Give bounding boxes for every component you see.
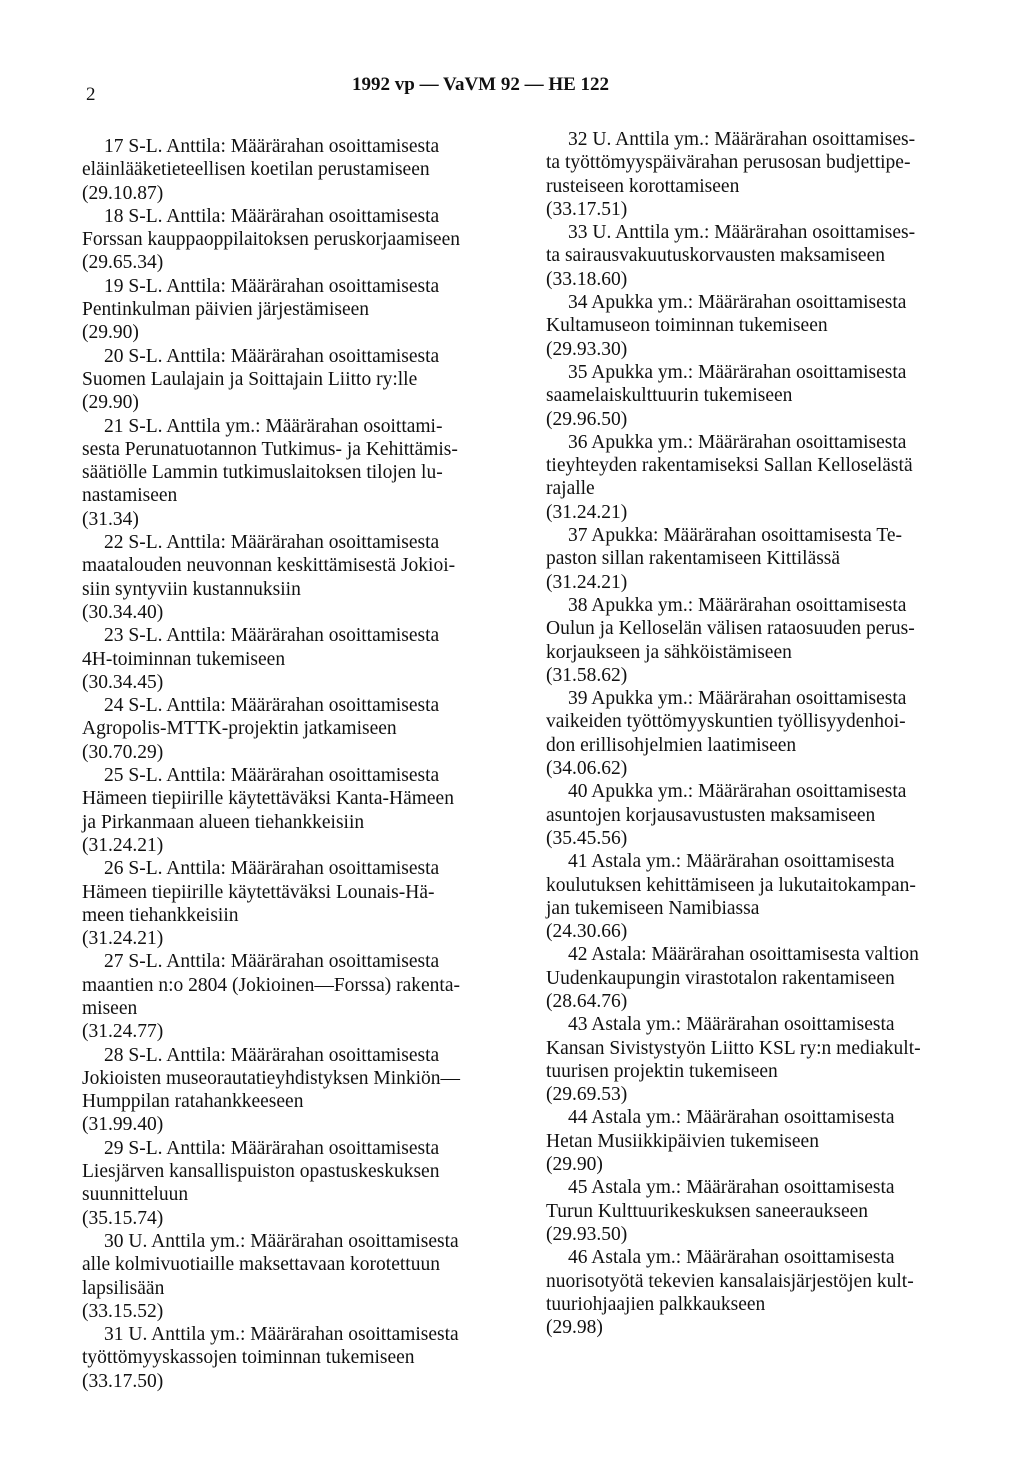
entry-line: 23 S-L. Anttila: Määrärahan osoittamisesta	[104, 625, 440, 647]
motion-entry	[82, 415, 522, 531]
entry-line: 4H-toiminnan tukemiseen	[82, 648, 286, 670]
entry-line: 45 Astala ym.: Määrärahan osoittamisesta	[568, 1177, 895, 1199]
entry-line: 31 U. Anttila ym.: Määrärahan osoittamisesta	[104, 1324, 459, 1346]
entry-line: maantien n:o 2804 (Jokioinen—Forssa) rakenta-	[82, 974, 460, 996]
motion-entry	[546, 1176, 986, 1246]
motion-entry	[82, 531, 522, 624]
entry-line: tuuriohjaajien palkkaukseen	[546, 1293, 766, 1315]
motion-entry	[82, 1323, 522, 1393]
entry-line: saamelaiskulttuurin tukemiseen	[546, 385, 793, 407]
budget-item-code: (31.34)	[82, 508, 139, 530]
budget-item-code: (29.69.53)	[546, 1084, 628, 1106]
motion-entry	[546, 431, 986, 524]
budget-item-code: (24.30.66)	[546, 921, 628, 943]
motion-entry	[546, 361, 986, 431]
budget-item-code: (31.99.40)	[82, 1114, 164, 1136]
motion-entry	[546, 221, 986, 291]
motion-entry	[82, 1044, 522, 1137]
entry-line: säätiölle Lammin tutkimuslaitoksen tilojen lu-	[82, 462, 443, 484]
entry-line: ja Pirkanmaan alueen tiehankkeisiin	[82, 811, 365, 833]
budget-item-code: (29.90)	[82, 392, 139, 414]
budget-item-code: (30.70.29)	[82, 741, 164, 763]
entry-line: eläinlääketieteellisen koetilan perustamiseen	[82, 159, 430, 181]
budget-item-code: (31.58.62)	[546, 664, 628, 686]
entry-line: 32 U. Anttila ym.: Määrärahan osoittamises-	[568, 129, 916, 150]
entry-line: 40 Apukka ym.: Määrärahan osoittamisesta	[568, 781, 907, 803]
motion-entry	[546, 524, 986, 594]
motion-entry	[546, 594, 986, 687]
entry-line: Uudenkaupungin virastotalon rakentamiseen	[546, 967, 895, 989]
entry-line: Humppilan ratahankkeeseen	[82, 1091, 304, 1113]
entry-line: alle kolmivuotiaille maksettavaan korotettuun	[82, 1254, 440, 1276]
motion-entry	[546, 128, 986, 221]
entry-line: 41 Astala ym.: Määrärahan osoittamisesta	[568, 851, 895, 873]
budget-item-code: (33.17.50)	[82, 1370, 164, 1392]
entry-line: 25 S-L. Anttila: Määrärahan osoittamisesta	[104, 765, 440, 787]
motion-entry	[82, 1137, 522, 1230]
entry-line: 37 Apukka: Määrärahan osoittamisesta Te-	[568, 525, 903, 547]
budget-item-code: (31.24.21)	[546, 501, 628, 523]
entry-line: työttömyyskassojen toiminnan tukemiseen	[82, 1347, 415, 1369]
entry-line: nastamiseen	[82, 485, 178, 507]
entry-line: 21 S-L. Anttila ym.: Määrärahan osoittami-	[104, 415, 443, 437]
budget-item-code: (29.93.30)	[546, 338, 628, 360]
entry-line: paston sillan rakentamiseen Kittilässä	[546, 548, 841, 570]
entry-line: 38 Apukka ym.: Määrärahan osoittamisesta	[568, 594, 907, 616]
right-column	[546, 128, 986, 1339]
entry-line: Hämeen tiepiirille käytettäväksi Lounais-Hä-	[82, 881, 435, 903]
motion-entry	[82, 950, 522, 1043]
entry-line: 18 S-L. Anttila: Määrärahan osoittamisesta	[104, 205, 440, 227]
entry-line: Pentinkulman päivien järjestämiseen	[82, 299, 370, 321]
entry-line: 19 S-L. Anttila: Määrärahan osoittamisesta	[104, 275, 440, 297]
entry-line: Kultamuseon toiminnan tukemiseen	[546, 315, 828, 337]
entry-line: don erillisohjelmien laatimiseen	[546, 734, 797, 756]
motion-entry	[546, 1013, 986, 1106]
entry-line: Hämeen tiepiirille käytettäväksi Kanta-Hämeen	[82, 788, 454, 810]
entry-line: 17 S-L. Anttila: Määrärahan osoittamisesta	[104, 136, 440, 157]
budget-item-code: (30.34.45)	[82, 671, 164, 693]
entry-line: 27 S-L. Anttila: Määrärahan osoittamisesta	[104, 951, 440, 973]
budget-item-code: (28.64.76)	[546, 990, 628, 1012]
motion-entry	[82, 345, 522, 415]
motion-entry	[82, 205, 522, 275]
entry-line: Agropolis-MTTK-projektin jatkamiseen	[82, 718, 397, 740]
budget-item-code: (29.90)	[82, 322, 139, 344]
entry-line: Turun Kulttuurikeskuksen saneeraukseen	[546, 1200, 869, 1222]
entry-line: nuorisotyötä tekevien kansalaisjärjestöjen kult-	[546, 1270, 914, 1292]
entry-line: sesta Perunatuotannon Tutkimus- ja Kehittämis-	[82, 438, 458, 460]
entry-line: asuntojen korjausavustusten maksamiseen	[546, 804, 876, 826]
motion-entry	[82, 1230, 522, 1323]
entry-line: koulutuksen kehittämiseen ja lukutaitokampan-	[546, 874, 916, 896]
entry-line: 43 Astala ym.: Määrärahan osoittamisesta	[568, 1014, 895, 1036]
motion-entry	[546, 850, 986, 943]
motion-entry	[546, 687, 986, 780]
entry-line: 33 U. Anttila ym.: Määrärahan osoittamises-	[568, 222, 916, 244]
entry-line: 22 S-L. Anttila: Määrärahan osoittamisesta	[104, 532, 440, 554]
entry-line: meen tiehankkeisiin	[82, 904, 239, 926]
entry-line: rusteiseen korottamiseen	[546, 175, 740, 197]
budget-item-code: (31.24.21)	[546, 571, 628, 593]
budget-item-code: (30.34.40)	[82, 601, 164, 623]
budget-item-code: (29.65.34)	[82, 252, 164, 274]
page-number: 2	[86, 84, 96, 105]
motion-entry	[82, 764, 522, 857]
entry-line: 20 S-L. Anttila: Määrärahan osoittamisesta	[104, 345, 440, 367]
motion-entry	[546, 780, 986, 850]
entry-line: siin syntyviin kustannuksiin	[82, 578, 301, 600]
budget-item-code: (35.45.56)	[546, 827, 628, 849]
entry-line: 44 Astala ym.: Määrärahan osoittamisesta	[568, 1107, 895, 1129]
entry-line: Liesjärven kansallispuiston opastuskeskuksen	[82, 1161, 440, 1183]
budget-item-code: (31.24.21)	[82, 834, 164, 856]
running-title: 1992 vp — VaVM 92 — HE 122	[352, 74, 610, 95]
motion-entry	[82, 857, 522, 950]
budget-item-code: (29.10.87)	[82, 182, 164, 204]
budget-item-code: (29.90)	[546, 1154, 603, 1176]
budget-item-code: (34.06.62)	[546, 758, 628, 780]
left-column	[82, 135, 522, 1393]
entry-line: Oulun ja Kelloselän välisen rataosuuden perus-	[546, 618, 915, 640]
entry-line: 28 S-L. Anttila: Määrärahan osoittamisesta	[104, 1044, 440, 1066]
budget-item-code: (33.15.52)	[82, 1300, 164, 1322]
motion-entry	[82, 694, 522, 764]
entry-line: suunnitteluun	[82, 1184, 189, 1206]
entry-line: tuurisen projektin tukemiseen	[546, 1060, 778, 1082]
entry-line: korjaukseen ja sähköistämiseen	[546, 641, 792, 663]
entry-line: 34 Apukka ym.: Määrärahan osoittamisesta	[568, 292, 907, 314]
entry-line: miseen	[82, 997, 138, 1019]
entry-line: maatalouden neuvonnan keskittämisestä Jokioi-	[82, 555, 456, 577]
entry-line: jan tukemiseen Namibiassa	[546, 897, 760, 919]
entry-line: ta työttömyyspäivärahan perusosan budjettipe-	[546, 152, 911, 174]
entry-line: 30 U. Anttila ym.: Määrärahan osoittamisesta	[104, 1230, 459, 1252]
entry-line: rajalle	[546, 478, 595, 500]
motion-entry	[82, 275, 522, 345]
entry-line: Suomen Laulajain ja Soittajain Liitto ry:lle	[82, 368, 418, 390]
entry-line: lapsilisään	[82, 1277, 165, 1299]
budget-item-code: (33.17.51)	[546, 198, 628, 220]
budget-item-code: (29.98)	[546, 1317, 603, 1339]
budget-item-code: (29.96.50)	[546, 408, 628, 430]
entry-line: Forssan kauppaoppilaitoksen peruskorjaamiseen	[82, 229, 460, 251]
budget-item-code: (31.24.21)	[82, 928, 164, 950]
entry-line: 35 Apukka ym.: Määrärahan osoittamisesta	[568, 361, 907, 383]
entry-line: ta sairausvakuutuskorvausten maksamiseen	[546, 245, 885, 267]
entry-line: tieyhteyden rakentamiseksi Sallan Kelloselästä	[546, 455, 913, 477]
entry-line: 39 Apukka ym.: Määrärahan osoittamisesta	[568, 688, 907, 710]
budget-item-code: (35.15.74)	[82, 1207, 164, 1229]
entry-line: 24 S-L. Anttila: Määrärahan osoittamisesta	[104, 695, 440, 717]
entry-line: Kansan Sivistystyön Liitto KSL ry:n mediakult-	[546, 1037, 921, 1059]
entry-line: Hetan Musiikkipäivien tukemiseen	[546, 1130, 819, 1152]
entry-line: 29 S-L. Anttila: Määrärahan osoittamisesta	[104, 1137, 440, 1159]
entry-line: vaikeiden työttömyyskuntien työllisyydenhoi-	[546, 711, 906, 733]
budget-item-code: (29.93.50)	[546, 1223, 628, 1245]
motion-entry	[546, 943, 986, 1013]
entry-line: Jokioisten museorautatieyhdistyksen Minkiön—	[82, 1067, 461, 1089]
motion-entry	[546, 1246, 986, 1339]
motion-entry	[546, 1106, 986, 1176]
motion-entry	[82, 135, 522, 205]
entry-line: 46 Astala ym.: Määrärahan osoittamisesta	[568, 1247, 895, 1269]
budget-item-code: (31.24.77)	[82, 1021, 164, 1043]
motion-entry	[546, 291, 986, 361]
entry-line: 42 Astala: Määrärahan osoittamisesta valtion	[568, 944, 919, 966]
entry-line: 36 Apukka ym.: Määrärahan osoittamisesta	[568, 431, 907, 453]
entry-line: 26 S-L. Anttila: Määrärahan osoittamisesta	[104, 858, 440, 880]
budget-item-code: (33.18.60)	[546, 268, 628, 290]
motion-entry	[82, 624, 522, 694]
